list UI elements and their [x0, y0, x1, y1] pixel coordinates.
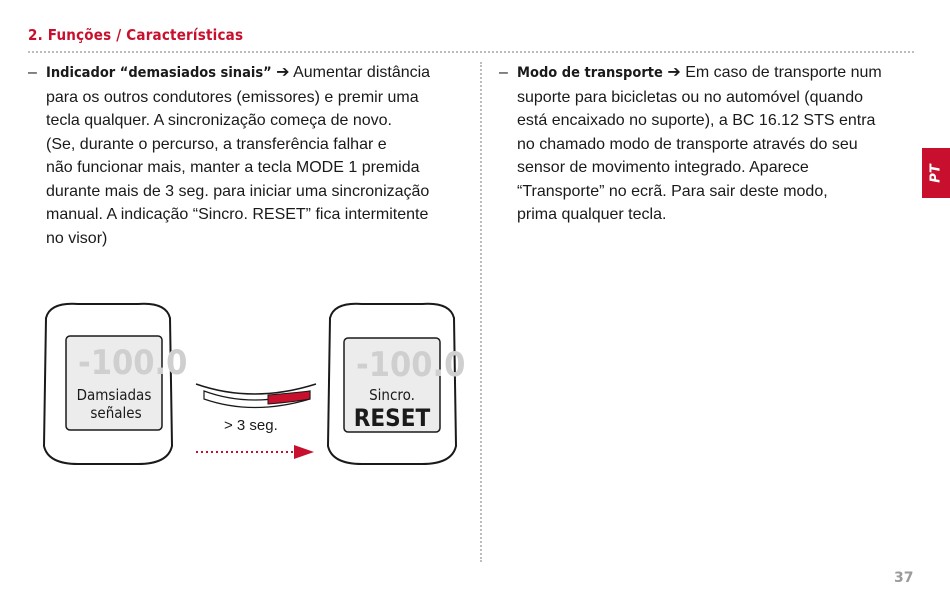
mode-button: [196, 384, 316, 408]
lcd-digits-bg: -100.0: [78, 343, 188, 383]
paragraph-line: (Se, durante o percurso, a transferência falhar e: [46, 135, 387, 153]
paragraph-line: [46, 61, 476, 86]
paragraph-line: suporte para bicicletas ou no automóvel (quando: [517, 88, 863, 106]
term-label: Modo de transporte: [517, 65, 663, 81]
language-tab-label: PT: [928, 163, 944, 183]
lcd-line2: señales: [90, 404, 142, 422]
lcd-digits-bg: -100.0: [356, 345, 466, 385]
right-column: [499, 61, 917, 227]
lcd-line1: Sincro.: [369, 386, 415, 404]
paragraph-line: no visor): [46, 229, 108, 247]
button-hint: > 3 seg.: [224, 417, 278, 434]
arrow-icon: ➔: [667, 64, 681, 81]
header-divider: [28, 51, 914, 53]
language-tab: [922, 148, 950, 198]
arrow-icon: ➔: [276, 64, 290, 81]
device-left: [44, 304, 187, 464]
paragraph-line: [517, 61, 917, 86]
paragraph-text: Em caso de transporte num: [685, 64, 882, 81]
left-column: [28, 61, 476, 250]
section-title: 2. Funções / Características: [28, 26, 244, 44]
page-number: 37: [894, 570, 914, 586]
paragraph-line: está encaixado no suporte), a BC 16.12 STS entra: [517, 112, 876, 129]
paragraph-text: Aumentar distância: [293, 64, 431, 81]
paragraph-line: manual. A indicação “Sincro. RESET” fica intermitente: [46, 206, 429, 223]
bullet-dash: –: [499, 64, 508, 81]
paragraph-line: “Transporte” no ecrã. Para sair deste modo,: [517, 182, 828, 200]
column-divider: [480, 62, 482, 562]
press-arrow-icon: [294, 445, 314, 459]
paragraph-line: tecla qualquer. A sincronização começa de novo.: [46, 112, 392, 129]
paragraph-line: durante mais de 3 seg. para iniciar uma sincronização: [46, 182, 430, 200]
lcd-line2: RESET: [353, 404, 431, 432]
device-right: [328, 304, 465, 464]
paragraph-line: não funcionar mais, manter a tecla MODE 1 premida: [46, 159, 420, 176]
paragraph-line: no chamado modo de transporte através do seu: [517, 135, 858, 153]
lcd-line1: Damsiadas: [76, 386, 152, 404]
term-label: Indicador “demasiados sinais”: [46, 65, 272, 81]
paragraph-line: sensor de movimento integrado. Aparece: [517, 159, 809, 176]
paragraph-line: para os outros condutores (emissores) e premir uma: [46, 88, 419, 106]
paragraph-line: prima qualquer tecla.: [517, 206, 667, 223]
device-illustration: [38, 296, 468, 476]
bullet-dash: –: [28, 64, 37, 81]
